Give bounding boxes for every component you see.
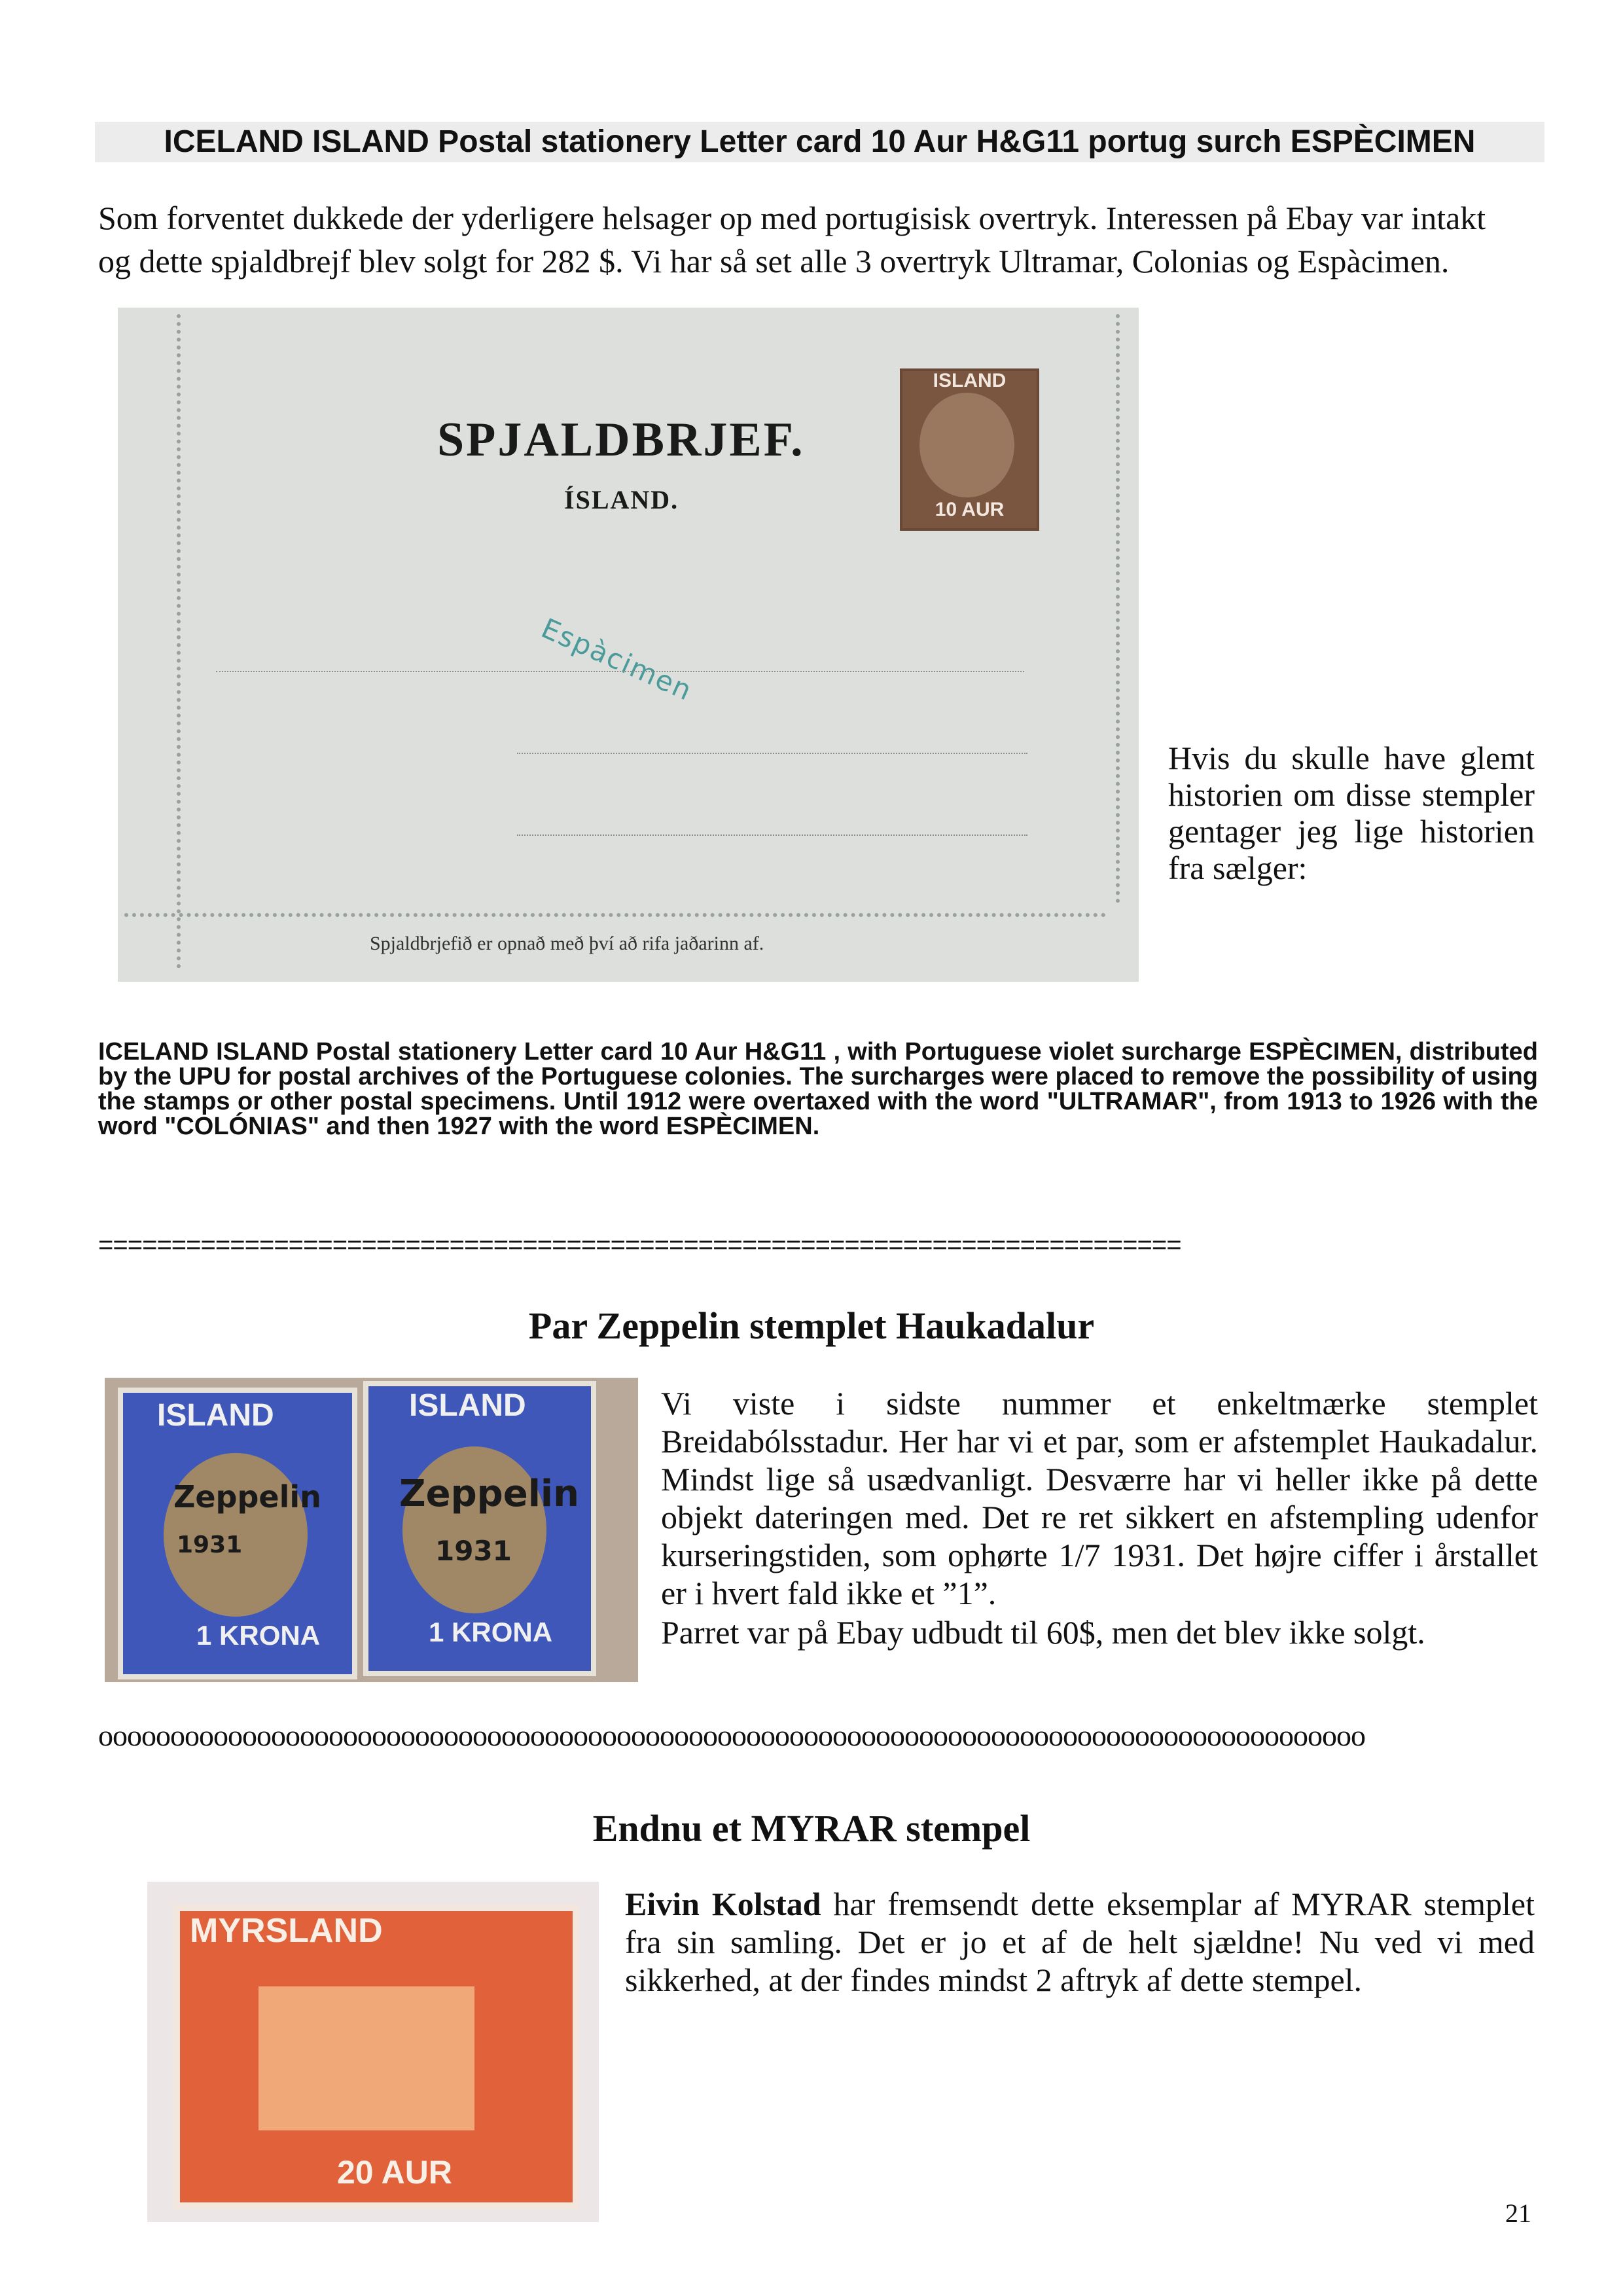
zeppelin-paragraph: Vi viste i sidste nummer et enkeltmærke stemplet Breidabólsstadur. Her har vi et par, som er afstemplet Haukadalur. Mindst lige så usædvanligt. Desværre har vi heller ikke på dette objekt dateringen med. Det re ret sikkert en afstempling udenfor kurseringstiden, som ophørte 1/7 1931. Det højre ciffer i årstallet er i hvert fald ikke et ”1”.	[661, 1385, 1538, 1611]
stamp-value-label: 1 KRONA	[429, 1617, 553, 1647]
address-line	[517, 753, 1027, 754]
stamp-country-label: ISLAND	[157, 1398, 274, 1433]
zeppelin-cancel: Zeppelin	[399, 1473, 579, 1515]
stamp-portrait	[919, 393, 1014, 497]
address-line	[517, 834, 1027, 836]
perforation-right	[1116, 314, 1120, 903]
stamp-top-label: ISLAND	[933, 370, 1007, 391]
card-footer-text: Spjaldbrjefið er opnað með því að rifa jaðarinn af.	[370, 933, 764, 954]
specimen-overprint: Espàcimen	[537, 612, 698, 708]
stamp-value-label: 10 AUR	[935, 499, 1005, 520]
stamp-value-label: 1 KRONA	[196, 1620, 321, 1651]
page-number: 21	[1505, 2198, 1531, 2228]
stamp-building-illustration	[259, 1986, 474, 2130]
perforation-bottom	[124, 913, 1106, 917]
myrar-paragraph	[625, 1885, 1535, 1999]
stamp-value-label: 20 AUR	[337, 2154, 452, 2191]
separator-line: ==========================================================================	[98, 1230, 1181, 1259]
zeppelin-cancel: Zeppelin	[173, 1479, 321, 1515]
address-line	[216, 671, 1024, 672]
stamp-country-label: ISLAND	[409, 1388, 526, 1423]
author-name: Eivin Kolstad	[625, 1886, 821, 1922]
section-heading-zeppelin: Par Zeppelin stemplet Haukadalur	[528, 1304, 1095, 1347]
cancel-year: 1931	[177, 1532, 243, 1558]
page-title: ICELAND ISLAND Postal stationery Letter card 10 Aur H&G11 portug surch ESPÈCIMEN	[164, 124, 1476, 159]
card-heading: SPJALDBRJEF.	[437, 413, 805, 467]
section-heading-myrar: Endnu et MYRAR stempel	[592, 1807, 1031, 1850]
perforation-left	[177, 314, 181, 969]
separator-line: oooooooooooooooooooooooooooooooooooooooooooooooooooooooooooooooooooooooooooooooooooooooo	[98, 1719, 1365, 1752]
myrar-text: har fremsendt dette eksemplar af MYRAR stemplet fra sin samling. Det er jo et af de helt sjældne! Nu ved vi med sikkerhed, at der findes mindst 2 aftryk af dette stempel.	[625, 1886, 1535, 1998]
seller-description: ICELAND ISLAND Postal stationery Letter card 10 Aur H&G11 , with Portuguese violet surcharge ESPÈCIMEN, distributed by the UPU for postal archives of the Portuguese colonies. The surcharges were placed to remove the possibility of using the stamps or other postal specimens. Until 1912 were overtaxed with the word "ULTRAMAR", from 1913 to 1926 with the word "COLÓNIAS" and then 1927 with the word ESPÈCIMEN.	[98, 1038, 1538, 1140]
intro-paragraph: Som forventet dukkede der yderligere helsager op med portugisisk overtryk. Interessen på Ebay var intakt og dette spjaldbrejf blev solgt for 282 $. Vi har så set alle 3 overtryk Ultramar, Colonias og Espàcimen.	[98, 200, 1486, 279]
card-subheading: ÍSLAND.	[564, 485, 679, 514]
right-paragraph: Hvis du skulle have glemt historien om disse stempler gentager jeg lige historien fra sælger:	[1168, 740, 1535, 886]
zeppelin-last-line: Parret var på Ebay udbudt til 60$, men det blev ikke solgt.	[661, 1614, 1425, 1651]
stamp-top-label: MYRSLAND	[190, 1912, 383, 1950]
cancel-year: 1931	[435, 1535, 512, 1567]
stamp-portrait	[402, 1446, 546, 1613]
